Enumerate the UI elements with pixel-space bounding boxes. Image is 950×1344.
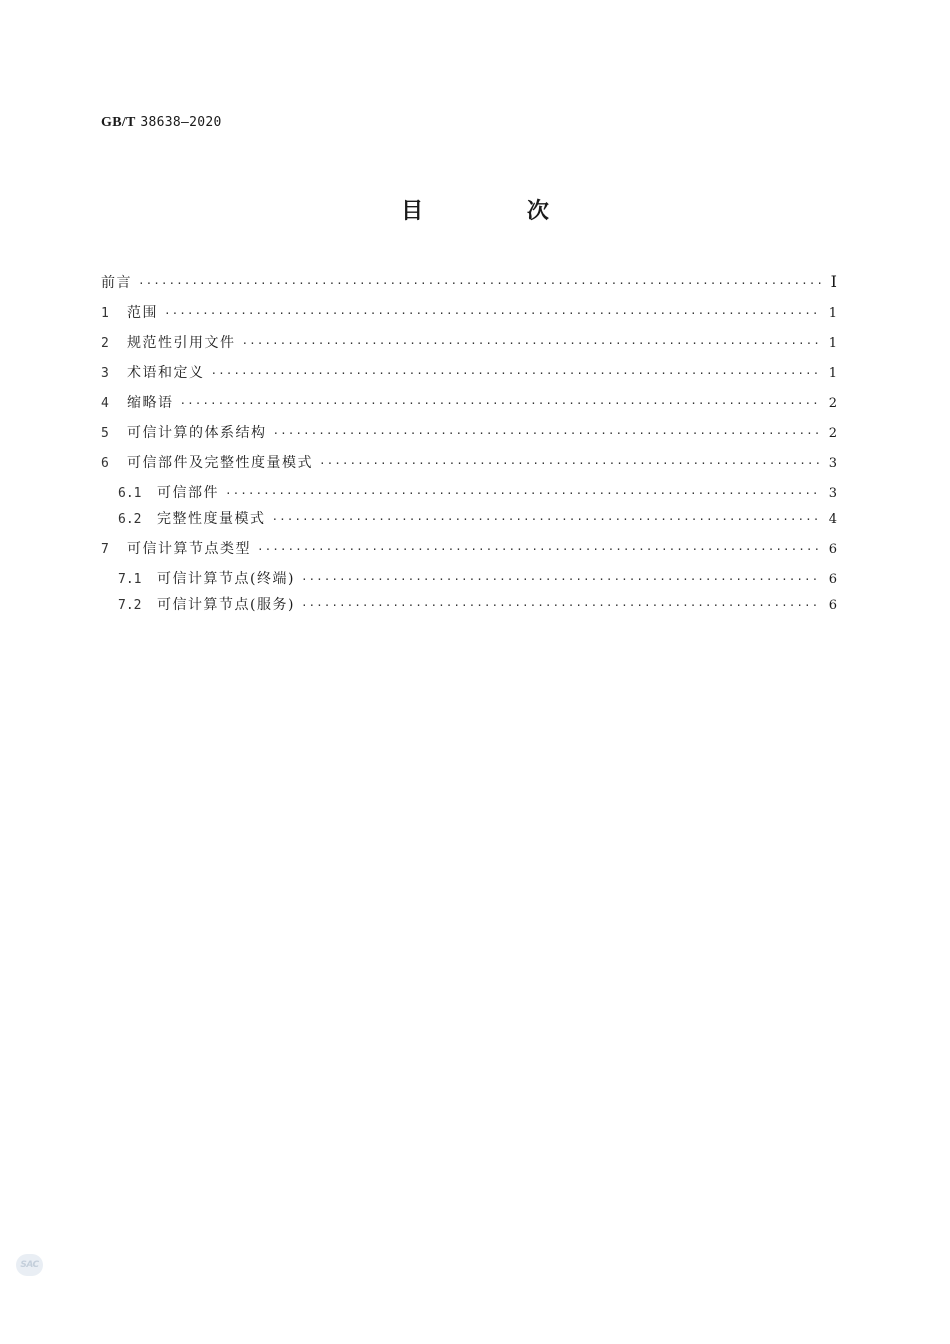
toc-entry-label: 缩略语 — [127, 395, 174, 411]
sac-logo: SAC — [16, 1254, 43, 1276]
toc-entry-page: 2 — [828, 426, 837, 441]
toc-entry-page: 6 — [828, 542, 837, 557]
dot-leader — [301, 570, 821, 590]
toc-entry-label: 可信计算节点类型 — [127, 541, 251, 557]
toc-entry-page: 1 — [828, 336, 837, 351]
toc-title: 目 次 — [401, 199, 597, 224]
toc-entry-page: 1 — [828, 306, 837, 321]
dot-leader — [180, 394, 822, 414]
toc-entry-number: 6 — [101, 456, 109, 471]
toc-entry-page: 6 — [828, 598, 837, 613]
dot-leader — [272, 510, 822, 530]
toc-entry-label: 完整性度量模式 — [157, 511, 266, 527]
toc-entry-6-1[interactable] — [101, 483, 837, 504]
standard-code: GB/T — [101, 115, 136, 130]
toc-entry-page: 1 — [828, 366, 837, 381]
toc-entry-label: 可信计算节点(服务) — [157, 597, 295, 613]
dot-leader — [225, 484, 821, 504]
toc-entry-3[interactable] — [101, 363, 837, 384]
toc-entry-page: 3 — [828, 486, 837, 501]
toc-entry-label: 可信部件及完整性度量模式 — [127, 455, 313, 471]
table-of-contents — [101, 272, 837, 616]
toc-entry-1[interactable] — [101, 303, 837, 324]
toc-entry-label: 术语和定义 — [127, 365, 205, 381]
toc-entry-label: 可信计算节点(终端) — [157, 571, 295, 587]
toc-entry-number: 2 — [101, 336, 109, 351]
toc-entry-label: 可信计算的体系结构 — [127, 425, 267, 441]
dot-leader — [138, 274, 821, 294]
toc-entry-5[interactable] — [101, 423, 837, 444]
toc-entry-page: 4 — [828, 512, 837, 527]
toc-entry-label: 范围 — [127, 305, 158, 321]
toc-entry-7-1[interactable] — [101, 569, 837, 590]
toc-entry-foreword[interactable] — [101, 272, 837, 294]
toc-entry-7[interactable] — [101, 539, 837, 560]
toc-entry-6-2[interactable] — [101, 509, 837, 530]
dot-leader — [257, 540, 821, 560]
toc-entry-2[interactable] — [101, 333, 837, 354]
toc-entry-number: 6.1 — [118, 486, 142, 501]
toc-entry-number: 5 — [101, 426, 109, 441]
toc-entry-label: 前言 — [101, 275, 132, 291]
dot-leader — [301, 596, 821, 616]
dot-leader — [242, 334, 822, 354]
toc-entry-page: 6 — [828, 572, 837, 587]
dot-leader — [319, 454, 821, 474]
toc-entry-label: 可信部件 — [157, 485, 219, 501]
toc-entry-page: 2 — [828, 396, 837, 411]
toc-entry-page: Ⅰ — [830, 272, 837, 291]
toc-entry-number: 4 — [101, 396, 109, 411]
toc-entry-7-2[interactable] — [101, 595, 837, 616]
standard-number: 38638—2020 — [140, 115, 222, 130]
toc-entry-number: 7.2 — [118, 598, 142, 613]
toc-entry-number: 7.1 — [118, 572, 142, 587]
toc-entry-number: 1 — [101, 306, 109, 321]
toc-entry-number: 7 — [101, 542, 109, 557]
toc-entry-number: 3 — [101, 366, 109, 381]
document-header — [101, 114, 222, 131]
toc-entry-label: 规范性引用文件 — [127, 335, 236, 351]
dot-leader — [164, 304, 821, 324]
dot-leader — [273, 424, 822, 444]
toc-entry-6[interactable] — [101, 453, 837, 474]
dot-leader — [211, 364, 822, 384]
toc-entry-4[interactable] — [101, 393, 837, 414]
toc-entry-page: 3 — [828, 456, 837, 471]
toc-entry-number: 6.2 — [118, 512, 142, 527]
